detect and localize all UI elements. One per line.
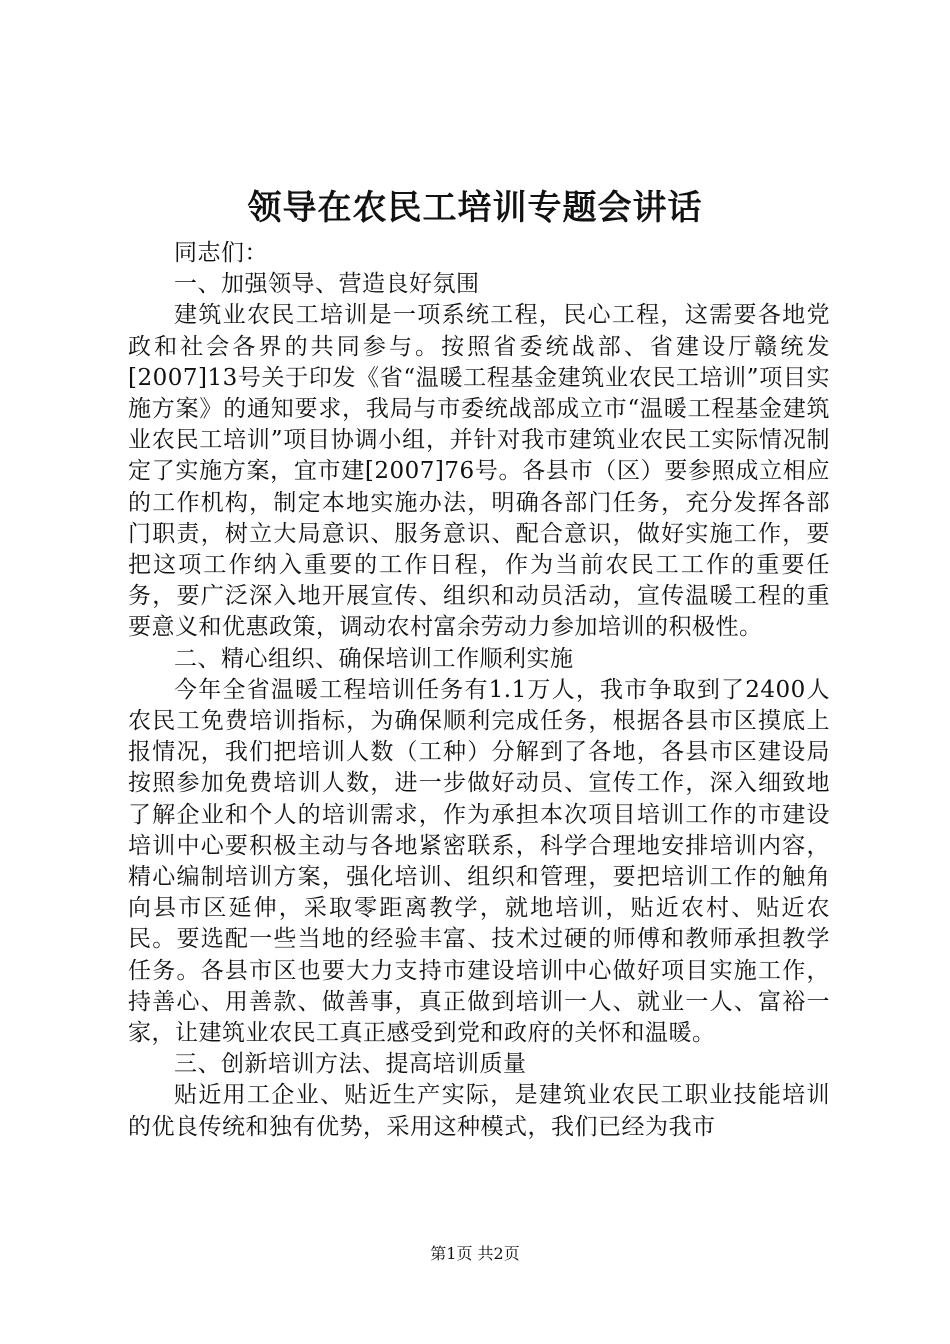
paragraph-2: 今年全省温暖工程培训任务有1.1万人，我市争取到了2400人农民工免费培训指标，为确保顺利完成任务，根据各县市区摸底上报情况，我们把培训人数（工种）分解到了各地，各县市区建设局按照参加免费培训人数，进一步做好动员、宣传工作，深入细致地了解企业和个人的培训需求，作为承担本次项目培训工作的市建设培训中心要积极主动与各地紧密联系，科学合理地安排培训内容，精心编制培训方案，强化培训、组织和管理，要把培训工作的触角向县市区延伸，采取零距离教学，就地培训，贴近农村、贴近农民。要选配一些当地的经验丰富、技术过硬的师傅和教师承担教学任务。各县市区也要大力支持市建设培训中心做好项目实施工作，持善心、用善款、做善事，真正做到培训一人、就业一人、富裕一家，让建筑业农民工真正感受到党和政府的关怀和温暖。 bbox=[128, 676, 830, 1047]
section-heading-2: 二、精心组织、确保培训工作顺利实施 bbox=[174, 645, 574, 672]
document-title: 领导在农民工培训专题会讲话 bbox=[247, 188, 703, 228]
page-footer: 第1页 共2页 bbox=[430, 1244, 520, 1263]
paragraph-3: 贴近用工企业、贴近生产实际，是建筑业农民工职业技能培训的优良传统和独有优势，采用这种模式，我们已经为我市 bbox=[128, 1082, 830, 1140]
document-body bbox=[128, 238, 830, 1143]
section-heading-3: 三、创新培训方法、提高培训质量 bbox=[174, 1051, 527, 1078]
salutation: 同志们： bbox=[174, 240, 268, 266]
section-heading-1: 一、加强领导、营造良好氛围 bbox=[174, 271, 480, 298]
paragraph-1: 建筑业农民工培训是一项系统工程，民心工程，这需要各地党政和社会各界的共同参与。按照省委统战部、省建设厅赣统发[2007]13号关于印发《省“温暖工程基金建筑业农民工培训”项目实施方案》的通知要求，我局与市委统战部成立市“温暖工程基金建筑业农民工培训”项目协调小组，并针对我市建筑业农民工实际情况制定了实施方案，宜市建[2007]76号。各县市（区）要参照成立相应的工作机构，制定本地实施办法，明确各部门任务，充分发挥各部门职责，树立大局意识、服务意识、配合意识，做好实施工作，要把这项工作纳入重要的工作日程，作为当前农民工工作的重要任务，要广泛深入地开展宣传、组织和动员活动，宣传温暖工程的重要意义和优惠政策，调动农村富余劳动力参加培训的积极性。 bbox=[128, 302, 830, 641]
